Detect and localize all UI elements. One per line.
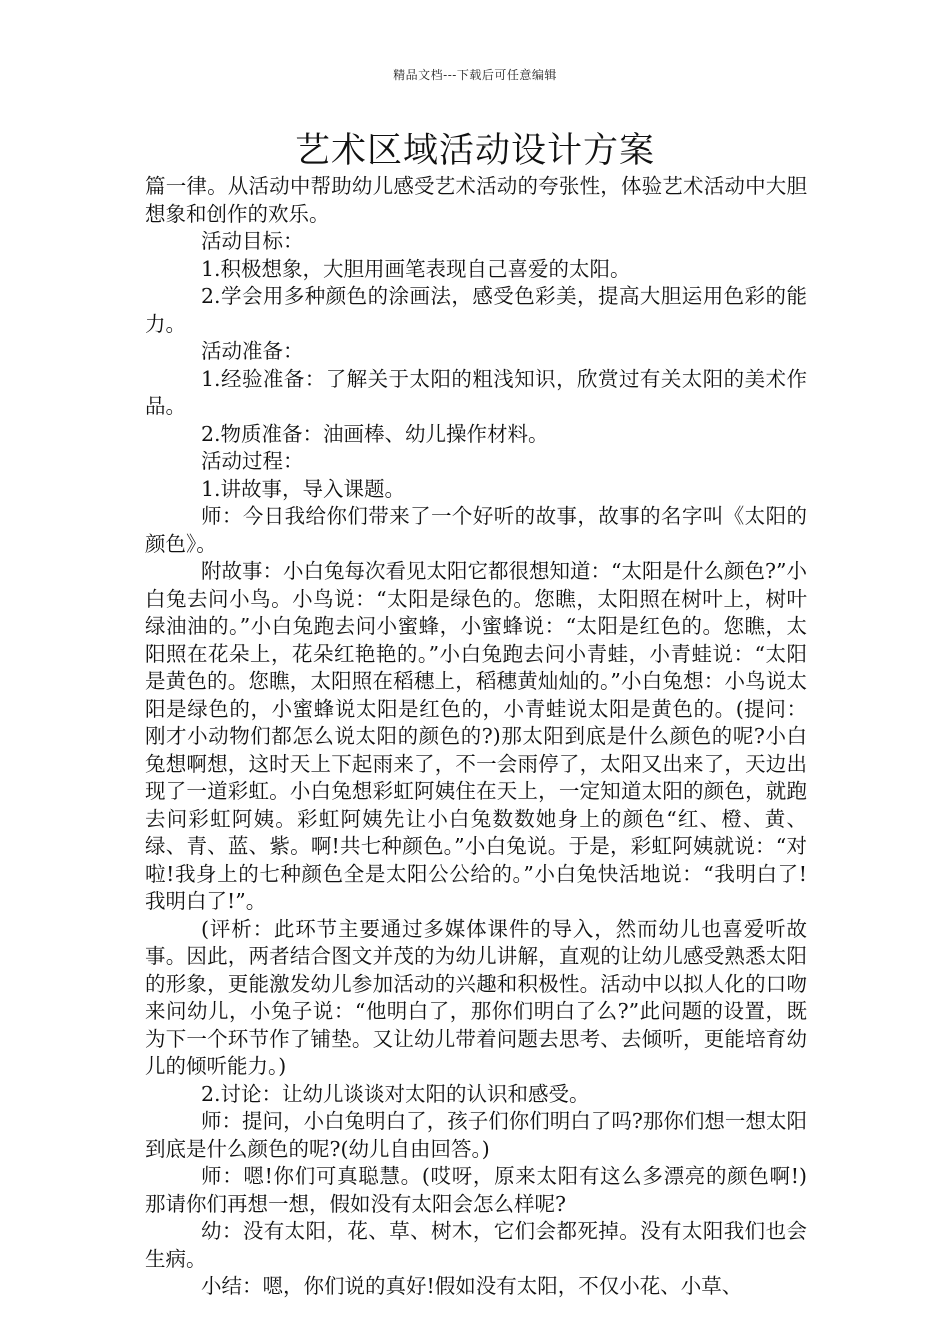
paragraph-commentary: (评析：此环节主要通过多媒体课件的导入，然而幼儿也喜爱听故事。因此，两者结合图文并茂的为幼儿讲解，直观的让幼儿感受熟悉太阳的形象，更能激发幼儿参加活动的兴趣和积极性。活动中以拟人化的口吻来问幼儿，小兔子说：“他明白了，那你们明白了么?”此问题的设置，既为下一个环节作了铺垫。又让幼儿带着问题去思考、去倾听，更能培育幼儿的倾听能力。)	[145, 916, 807, 1078]
paragraph-goal-2: 2.学会用多种颜色的涂画法，感受色彩美，提高大胆运用色彩的能力。	[145, 284, 807, 336]
paragraph-summary: 小结：嗯，你们说的真好!假如没有太阳，不仅小花、小草、	[201, 1274, 743, 1298]
paragraph-goal-1: 1.积极想象，大胆用画笔表现自己喜爱的太阳。	[201, 256, 631, 281]
paragraph-child-answer: 幼：没有太阳，花、草、树木，它们会都死掉。没有太阳我们也会生病。	[145, 1219, 807, 1271]
paragraph-intro: 篇一律。从活动中帮助幼儿感受艺术活动的夸张性，体验艺术活动中大胆想象和创作的欢乐。	[145, 174, 807, 226]
paragraph-prep-heading: 活动准备：	[201, 339, 304, 363]
paragraph-prep-2: 2.物质准备：油画棒、幼儿操作材料。	[201, 421, 549, 446]
paragraph-prep-1: 1.经验准备：了解关于太阳的粗浅知识，欣赏过有关太阳的美术作品。	[145, 366, 807, 418]
paragraph-story: 附故事：小白兔每次看见太阳它都很想知道：“太阳是什么颜色?”小白兔去问小鸟。小鸟说：“太阳是绿色的。您瞧，太阳照在树叶上，树叶绿油油的。”小白兔跑去问小蜜蜂，小蜜蜂说：“太阳是红色的。您瞧，太阳照在花朵上，花朵红艳艳的。”小白兔跑去问小青蛙，小青蛙说：“太阳是黄色的。您瞧，太阳照在稻穗上，稻穗黄灿灿的。”小白兔想：小鸟说太阳是绿色的，小蜜蜂说太阳是红色的，小青蛙说太阳是黄色的。(提问：刚才小动物们都怎么说太阳的颜色的?)那太阳到底是什么颜色的呢?小白兔想啊想，这时天上下起雨来了，不一会雨停了，太阳又出来了，天边出现了一道彩虹。小白兔想彩虹阿姨住在天上，一定知道太阳的颜色，就跑去问彩虹阿姨。彩虹阿姨先让小白兔数数她身上的颜色“红、橙、黄、绿、青、蓝、紫。啊!共七种颜色。”小白兔说。于是，彩虹阿姨就说：“对啦!我身上的七种颜色全是太阳公公给的。”小白兔快活地说：“我明白了!我明白了!”。	[145, 559, 807, 913]
paragraph-teacher-question: 师：提问，小白兔明白了，孩子们你们明白了吗?那你们想一想太阳到底是什么颜色的呢?(幼儿自由回答。)	[145, 1109, 807, 1161]
document-body	[145, 173, 807, 1301]
paragraph-goals-heading: 活动目标：	[201, 229, 304, 253]
paragraph-process-heading: 活动过程：	[201, 449, 304, 473]
paragraph-teacher-intro: 师：今日我给你们带来了一个好听的故事，故事的名字叫《太阳的颜色》。	[145, 504, 807, 556]
paragraph-teacher-praise: 师：嗯!你们可真聪慧。(哎呀，原来太阳有这么多漂亮的颜色啊!)那请你们再想一想，假如没有太阳会怎么样呢?	[145, 1164, 807, 1216]
paragraph-step-2: 2.讨论：让幼儿谈谈对太阳的认识和感受。	[201, 1081, 590, 1106]
page-header: 精品文档---下载后可任意编辑	[393, 68, 557, 82]
paragraph-step-1: 1.讲故事，导入课题。	[201, 476, 406, 501]
document-title: 艺术区域活动设计方案	[294, 131, 655, 171]
